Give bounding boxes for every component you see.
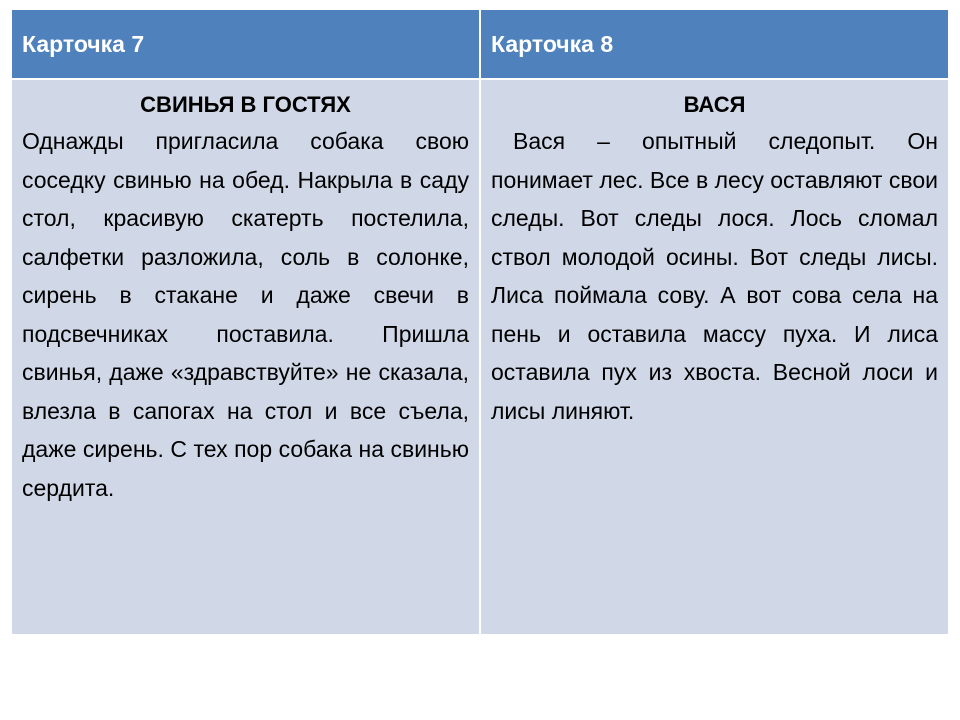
card-7-title: СВИНЬЯ В ГОСТЯХ — [140, 92, 351, 117]
card-8-header: Карточка 8 — [481, 10, 948, 78]
card-8-title: ВАСЯ — [683, 92, 746, 117]
card-7-header: Карточка 7 — [12, 10, 479, 78]
card-7-text: Однажды пригласила собака свою соседку свинью на обед. Накрыла в саду стол, красивую скатерть постелила, салфетки разложила, соль в солонке, сирень в стакане и даже свечи в подсвечниках поставила. Пришла свинья, даже «здравствуйте» не сказала, влезла в сапогах на стол и все съела, даже сирень. С тех пор собака на свинью сердита. — [22, 128, 469, 501]
card-8-body — [481, 80, 948, 634]
card-8-text: Вася – опытный следопыт. Он понимает лес. Все в лесу оставляют свои следы. Вот следы лося. Лось сломал ствол молодой осины. Вот следы лисы. Лиса поймала сову. А вот сова села на пень и оставила массу пуха. И лиса оставила пух из хвоста. Весной лоси и лисы линяют. — [491, 128, 938, 424]
card-7-body — [12, 80, 479, 634]
cards-table — [12, 10, 948, 634]
